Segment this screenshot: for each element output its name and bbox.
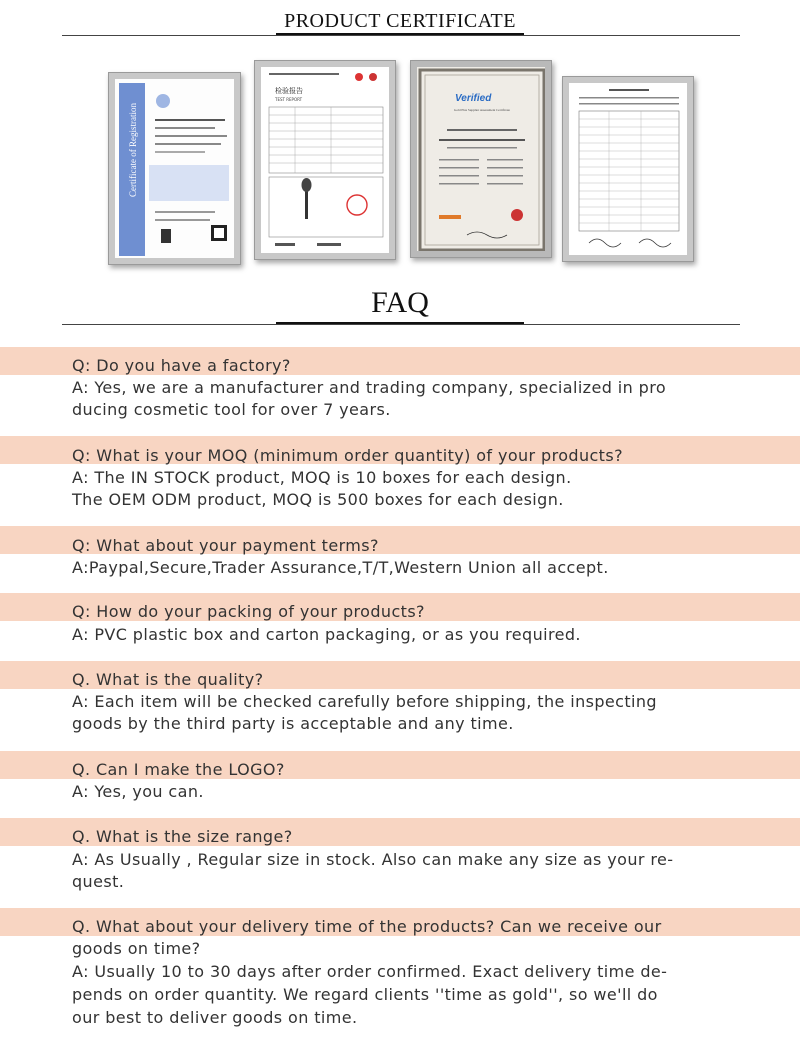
faq-question: Q: What about your payment terms? bbox=[72, 536, 379, 555]
verified-badge: Verified bbox=[455, 93, 492, 104]
faq-question: Q: What is your MOQ (minimum order quantity) of your products? bbox=[72, 446, 623, 465]
faq-question-continued: goods on time? bbox=[72, 939, 201, 958]
faq-answer-line: our best to deliver goods on time. bbox=[72, 1008, 358, 1027]
faq-answer-line: A: Usually 10 to 30 days after order confirmed. Exact delivery time de- bbox=[72, 962, 668, 981]
test-report-subheader: TEST REPORT bbox=[275, 97, 303, 102]
verified-subtitle: Gold Plus Supplier Assessment Certificate bbox=[453, 108, 511, 112]
faq-answer-line: A: Each item will be checked carefully before shipping, the inspecting bbox=[72, 692, 657, 711]
faq-answer-line: pends on order quantity. We regard clients ''time as gold'', so we'll do bbox=[72, 985, 658, 1004]
faq-answer-line: ducing cosmetic tool for over 7 years. bbox=[72, 400, 391, 419]
faq-question: Q. Can I make the LOGO? bbox=[72, 760, 285, 779]
faq-question: Q. What about your delivery time of the products? Can we receive our bbox=[72, 917, 662, 936]
faq-answer-line: A: As Usually , Regular size in stock. Also can make any size as your re- bbox=[72, 850, 674, 869]
test-report-header: 检验报告 bbox=[275, 87, 303, 95]
test-report-image bbox=[254, 60, 396, 260]
certificate-section-title: PRODUCT CERTIFICATE bbox=[284, 10, 516, 32]
faq-answer-line: quest. bbox=[72, 872, 125, 891]
certificate-gallery bbox=[0, 56, 800, 266]
inspection-report-image bbox=[562, 76, 694, 262]
faq-section-title: FAQ bbox=[371, 286, 429, 319]
faq-question: Q. What is the size range? bbox=[72, 827, 293, 846]
faq-answer-line: A:Paypal,Secure,Trader Assurance,T/T,Western Union all accept. bbox=[72, 558, 609, 577]
faq-question: Q: How do your packing of your products? bbox=[72, 602, 425, 621]
faq-answer-line: goods by the third party is acceptable and any time. bbox=[72, 714, 514, 733]
faq-answer-line: A: The IN STOCK product, MOQ is 10 boxes for each design. bbox=[72, 468, 572, 487]
faq-question: Q: Do you have a factory? bbox=[72, 356, 291, 375]
faq-answer-line: A: Yes, you can. bbox=[72, 782, 204, 801]
certificate-of-registration-image bbox=[108, 72, 241, 265]
registration-stamp-text: Certificate of Registration bbox=[128, 103, 138, 197]
verified-supplier-certificate-image bbox=[410, 60, 552, 258]
faq-answer-line: A: Yes, we are a manufacturer and trading company, specialized in pro bbox=[72, 378, 667, 397]
faq-question: Q. What is the quality? bbox=[72, 670, 264, 689]
faq-answer-line: A: PVC plastic box and carton packaging, or as you required. bbox=[72, 625, 581, 644]
faq-answer-line: The OEM ODM product, MOQ is 500 boxes for each design. bbox=[72, 490, 564, 509]
certificate-divider bbox=[62, 35, 740, 36]
faq-divider bbox=[62, 324, 740, 325]
